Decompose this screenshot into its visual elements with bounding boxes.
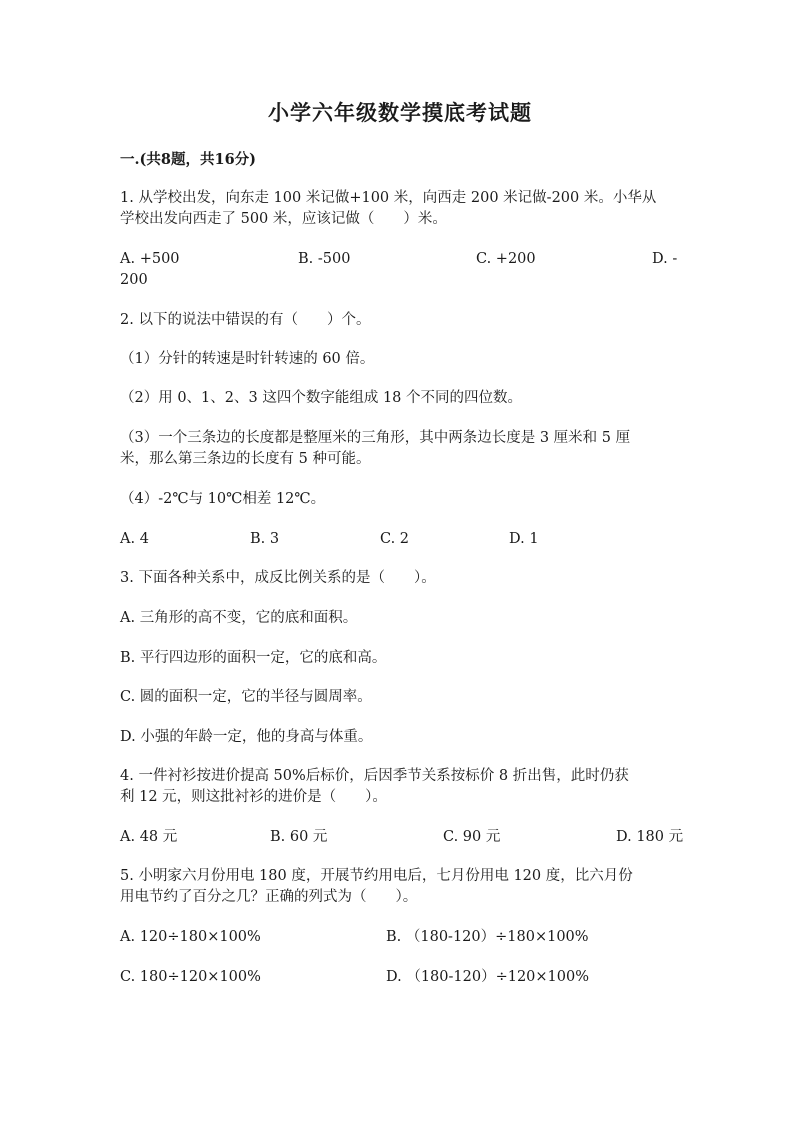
question-1-stem-line-2: 学校出发向西走了 500 米，应该记做（ ）米。: [120, 211, 447, 227]
question-5-stem-line-1: 5. 小明家六月份用电 180 度，开展节约用电后，七月份用电 120 度，比六月份: [120, 868, 633, 884]
question-5-stem-line-2: 用电节约了百分之几？正确的列式为（ ）。: [120, 889, 418, 905]
section-heading: 一.(共8题，共16分): [120, 151, 257, 168]
question-4-stem-line-1: 4. 一件衬衫按进价提高 50%后标价，后因季节关系按标价 8 折出售，此时仍获: [120, 768, 629, 784]
question-3-option-c: C. 圆的面积一定，它的半径与圆周率。: [120, 689, 372, 705]
question-4-option-b: B. 60 元: [270, 829, 328, 845]
question-5-option-d: D. （180-120）÷120×100%: [386, 969, 590, 985]
question-2-stem: 2. 以下的说法中错误的有（ ）个。: [120, 312, 371, 328]
question-1-option-b: B. -500: [298, 251, 351, 267]
question-5-option-c: C. 180÷120×100%: [120, 969, 261, 985]
question-4-option-c: C. 90 元: [443, 829, 501, 845]
question-1-option-d-continued: 200: [120, 272, 148, 288]
question-2-statement-3-line-2: 米，那么第三条边的长度有 5 种可能。: [120, 451, 371, 467]
question-1-option-d: D. -: [652, 251, 678, 267]
question-5-option-a: A. 120÷180×100%: [120, 929, 261, 945]
question-4-option-a: A. 48 元: [120, 829, 178, 845]
question-3-option-d: D. 小强的年龄一定，他的身高与体重。: [120, 729, 373, 745]
question-5-option-b: B. （180-120）÷180×100%: [386, 929, 589, 945]
question-4-option-d: D. 180 元: [616, 829, 684, 845]
question-2-option-c: C. 2: [380, 531, 410, 547]
question-3-option-b: B. 平行四边形的面积一定，它的底和高。: [120, 650, 387, 666]
question-2-option-b: B. 3: [250, 531, 280, 547]
question-2-statement-2: （2）用 0、1、2、3 这四个数字能组成 18 个不同的四位数。: [120, 390, 523, 406]
question-3-stem: 3. 下面各种关系中，成反比例关系的是（ ）。: [120, 570, 436, 586]
question-3-option-a: A. 三角形的高不变，它的底和面积。: [120, 610, 358, 626]
question-1-stem-line-1: 1. 从学校出发，向东走 100 米记做+100 米，向西走 200 米记做-200 米。小华从: [120, 190, 657, 206]
question-2-statement-4: （4）-2℃与 10℃相差 12℃。: [120, 491, 326, 507]
question-2-statement-1: （1）分针的转速是时针转速的 60 倍。: [120, 351, 375, 367]
question-2-option-d: D. 1: [509, 531, 539, 547]
question-1-option-a: A. +500: [120, 251, 180, 267]
exam-title: 小学六年级数学摸底考试题: [268, 100, 532, 125]
question-4-stem-line-2: 利 12 元，则这批衬衫的进价是（ ）。: [120, 789, 387, 805]
question-2-option-a: A. 4: [120, 531, 149, 547]
question-2-statement-3-line-1: （3）一个三条边的长度都是整厘米的三角形，其中两条边长度是 3 厘米和 5 厘: [120, 430, 631, 446]
question-1-option-c: C. +200: [476, 251, 536, 267]
